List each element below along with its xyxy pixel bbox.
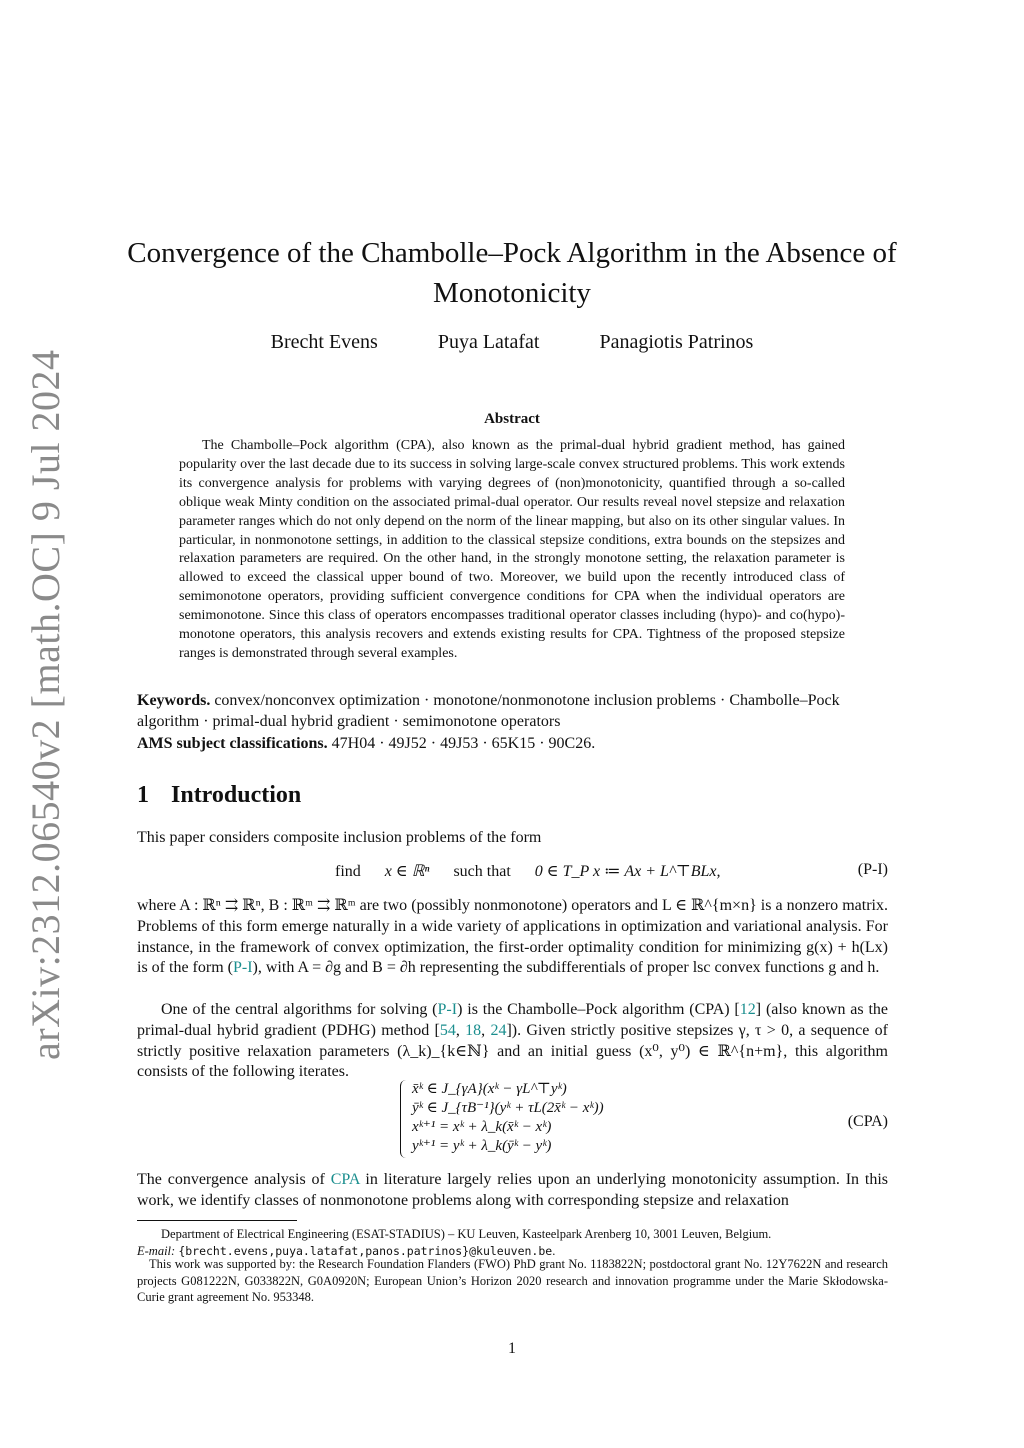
keywords-label: Keywords. xyxy=(137,692,211,709)
text-run: One of the central algorithms for solving ( xyxy=(161,1001,438,1018)
author-list xyxy=(120,331,904,354)
text-run: in literature largely relies upon an underlying monotonicity assumption. In this work, we identify classes of nonmonotone problems along with corresponding stepsize and relaxation xyxy=(137,1171,889,1209)
footnote-email: E-mail: {brecht.evens,puya.latafat,panos.patrinos}@kuleuven.be. xyxy=(137,1244,556,1258)
eq-domain: x ∈ ℝⁿ xyxy=(384,863,430,880)
abstract-heading: Abstract xyxy=(484,411,540,427)
footnote-rule xyxy=(137,1220,297,1221)
ams-text: 47H04 · 49J52 · 49J53 · 65K15 · 90C26. xyxy=(331,735,596,752)
section-number: 1 xyxy=(137,782,149,808)
author: Brecht Evens xyxy=(270,331,378,353)
intro-paragraph-1: This paper considers composite inclusion problems of the form xyxy=(137,829,542,846)
section-title: Introduction xyxy=(171,782,302,808)
citation-link[interactable]: 54 xyxy=(439,1021,456,1039)
intro-paragraph-4 xyxy=(137,1170,888,1212)
intro-paragraph-2 xyxy=(137,896,888,979)
eq-rhs: 0 ∈ T_P x ≔ Ax + L^⊤BLx, xyxy=(534,863,721,880)
keywords xyxy=(137,690,888,732)
text-run: ]). Given strictly positive stepsizes γ, τ > 0, a sequence of strictly positive relaxation parameters (λ_k)_{k∈ℕ} and an initial guess (x⁰, y⁰) ∈ ℝ^{n+m}, this algorithm consists of the following iterates. xyxy=(137,1021,889,1081)
email-address[interactable]: {brecht.evens,puya.latafat,panos.patrinos}@kuleuven.be xyxy=(178,1244,553,1258)
citation-link[interactable]: 18 xyxy=(465,1021,482,1039)
equation-label: (P-I) xyxy=(857,861,888,878)
text-run: where A : ℝⁿ ⇉ ℝⁿ, B : ℝᵐ ⇉ ℝᵐ are two (possibly nonmonotone) operators and L ∈ ℝ^{m×n} is a nonzero matrix. Problems of this form emerge naturally in a wide variety of applications in optimization and variational analysis. For instance, in the framework of convex optimization, the first-order optimality condition for minimizing g(x) + h(Lx) is of the form ( xyxy=(137,897,888,977)
left-brace xyxy=(400,1080,409,1158)
arxiv-identifier: arXiv:2312.06540v2 [math.OC] 9 Jul 2024 xyxy=(23,349,68,1060)
text-run: The convergence analysis of xyxy=(137,1171,331,1188)
intro-paragraph-3: One of the central algorithms for solving (P-I) is the Chambolle–Pock algorithm (CPA) [12] (also known as the primal-dual hybrid gradient (PDHG) method [54, 18, 24]). Given strictly positive stepsizes γ, τ > 0, a sequence of strictly positive relaxation parameters (λ_k)_{k∈ℕ} and an initial guess (x⁰, y⁰) ∈ ℝ^{n+m}, this algorithm consists of the following iterates. xyxy=(137,1001,889,1081)
abstract-text: The Chambolle–Pock algorithm (CPA), also known as the primal-dual hybrid gradient method, has gained popularity over the last decade due to its success in solving large-scale convex structured problems. This work extends its convergence analysis for problems with varying degrees of (non)monotonicity, quantified through a so-called oblique weak Minty condition on the associated primal-dual operator. Our results reveal novel stepsize and relaxation parameter ranges which do not only depend on the norm of the linear mapping, but also on its other singular values. In particular, in nonmonotone settings, in addition to the classical stepsize conditions, extra bounds on the stepsizes and relaxation parameters are required. On the other hand, in the strongly monotone setting, the relaxation parameter is allowed to exceed the classical upper bound of two. Moreover, we build upon the recently introduced class of semimonotone operators, providing sufficient convergence conditions for CPA when the individual operators are semimonotone. Since this class of operators encompasses traditional operator classes including (hypo)- and co(hypo)-monotone operators, this analysis recovers and extends existing results for CPA. Tightness of the proposed stepsize ranges is demonstrated through several examples. xyxy=(179,438,845,661)
equation-cpa xyxy=(400,1080,888,1164)
equation-ref-link[interactable]: P-I xyxy=(232,959,253,977)
keywords-text: convex/nonconvex optimization · monotone/nonmonotone inclusion problems · Chambolle–Pock algorithm · primal-dual hybrid gradient · semimonotone operators xyxy=(137,692,840,730)
cpa-line: ȳᵏ ∈ J_{τB⁻¹}(yᵏ + τL(2x̄ᵏ − xᵏ)) xyxy=(412,1100,604,1116)
page-number: 1 xyxy=(508,1340,516,1357)
section-heading xyxy=(137,782,301,809)
cpa-line: xᵏ⁺¹ = xᵏ + λ_k(x̄ᵏ − xᵏ) xyxy=(412,1119,552,1135)
text-run: ] (also known as the primal-dual hybrid gradient (PDHG) method [ xyxy=(137,1001,889,1039)
author: Panagiotis Patrinos xyxy=(599,331,754,353)
equation-body xyxy=(335,861,720,881)
ams-classifications xyxy=(137,733,888,754)
eq-such-that: such that xyxy=(453,863,511,880)
paper-title: Convergence of the Chambolle–Pock Algorithm in the Absence of Monotonicity xyxy=(127,237,897,309)
email-label: E-mail: xyxy=(137,1244,176,1258)
citation-link[interactable]: 12 xyxy=(739,1001,756,1018)
cpa-line: x̄ᵏ ∈ J_{γA}(xᵏ − γL^⊤yᵏ) xyxy=(412,1081,567,1097)
author: Puya Latafat xyxy=(437,331,540,353)
cpa-line: yᵏ⁺¹ = yᵏ + λ_k(ȳᵏ − yᵏ) xyxy=(412,1138,552,1154)
footnote-affiliation: Department of Electrical Engineering (ESAT-STADIUS) – KU Leuven, Kasteelpark Arenberg 10, 3001 Leuven, Belgium. xyxy=(161,1227,772,1241)
ams-label: AMS subject classifications. xyxy=(137,735,328,752)
citation-link[interactable]: 24 xyxy=(490,1021,507,1039)
equation-ref-link[interactable]: P-I xyxy=(437,1001,458,1018)
footnote-funding: This work was supported by: the Research Foundation Flanders (FWO) PhD grant No. 1183822N; postdoctoral grant No. 12Y7622N and research projects G081222N, G033822N, G0A0920N; European Union’s Horizon 2020 research and innovation programme under the Marie Skłodowska-Curie grant agreement No. 953348. xyxy=(137,1257,888,1304)
equation-ref-link[interactable]: CPA xyxy=(330,1171,360,1188)
text-run: ), with A = ∂g and B = ∂h representing the subdifferentials of proper lsc convex functions g and h. xyxy=(252,959,880,977)
equation-label: (CPA) xyxy=(847,1113,888,1130)
text-run: ) is the Chambolle–Pock algorithm (CPA) [ xyxy=(457,1001,740,1018)
eq-find: find xyxy=(335,863,361,880)
